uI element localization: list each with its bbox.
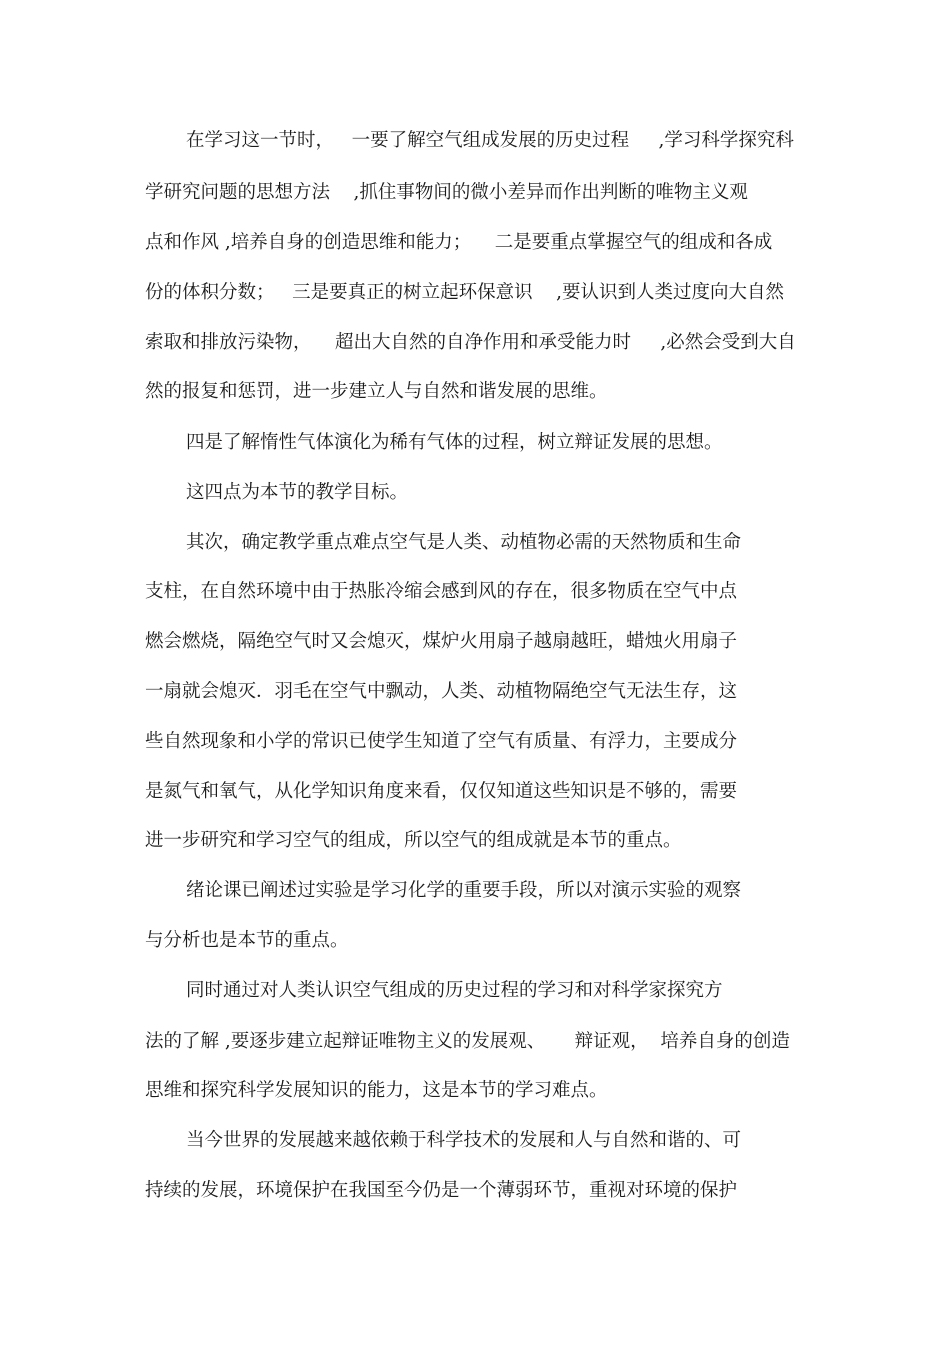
paragraph-line: 一扇就会熄灭．羽毛在空气中飘动，人类、动植物隔绝空气无法生存，这 — [145, 681, 738, 702]
paragraph-line: 在学习这一节时， 一要了解空气组成发展的历史过程 ,学习科学探究科 — [186, 130, 794, 151]
paragraph-line: 思维和探究科学发展知识的能力，这是本节的学习难点。 — [145, 1080, 608, 1101]
paragraph-line: 持续的发展，环境保护在我国至今仍是一个薄弱环节，重视对环境的保护 — [145, 1180, 738, 1201]
paragraph-line: 法的了解 ,要逐步建立起辩证唯物主义的发展观、 辩证观， 培养自身的创造 — [145, 1031, 790, 1052]
paragraph-line: 燃会燃烧，隔绝空气时又会熄灭，煤炉火用扇子越扇越旺，蜡烛火用扇子 — [145, 631, 738, 652]
paragraph-line: 些自然现象和小学的常识已使学生知道了空气有质量、有浮力，主要成分 — [145, 731, 738, 752]
paragraph-line: 点和作风 ,培养自身的创造思维和能力； 二是要重点掌握空气的组成和各成 — [145, 232, 773, 253]
paragraph-line: 其次，确定教学重点难点空气是人类、动植物必需的天然物质和生命 — [186, 532, 742, 553]
paragraph-line: 绪论课已阐述过实验是学习化学的重要手段，所以对演示实验的观察 — [186, 880, 742, 901]
paragraph-line: 这四点为本节的教学目标。 — [186, 482, 409, 503]
paragraph-line: 然的报复和惩罚，进一步建立人与自然和谐发展的思维。 — [145, 381, 608, 402]
paragraph-line: 支柱，在自然环境中由于热胀冷缩会感到风的存在，很多物质在空气中点 — [145, 581, 738, 602]
paragraph-line: 索取和排放污染物， 超出大自然的自净作用和承受能力时 ,必然会受到大自 — [145, 332, 796, 353]
paragraph-line: 进一步研究和学习空气的组成，所以空气的组成就是本节的重点。 — [145, 830, 682, 851]
paragraph-line: 是氮气和氧气，从化学知识角度来看，仅仅知道这些知识是不够的，需要 — [145, 781, 738, 802]
paragraph-line: 当今世界的发展越来越依赖于科学技术的发展和人与自然和谐的、可 — [186, 1130, 742, 1151]
paragraph-line: 份的体积分数； 三是要真正的树立起环保意识 ,要认识到人类过度向大自然 — [145, 282, 785, 303]
paragraph-line: 四是了解惰性气体演化为稀有气体的过程，树立辩证发展的思想。 — [186, 432, 723, 453]
paragraph-line: 学研究问题的思想方法 ,抓住事物间的微小差异而作出判断的唯物主义观 — [145, 182, 748, 203]
paragraph-line: 与分析也是本节的重点。 — [145, 930, 349, 951]
paragraph-line: 同时通过对人类认识空气组成的历史过程的学习和对科学家探究方 — [186, 980, 723, 1001]
